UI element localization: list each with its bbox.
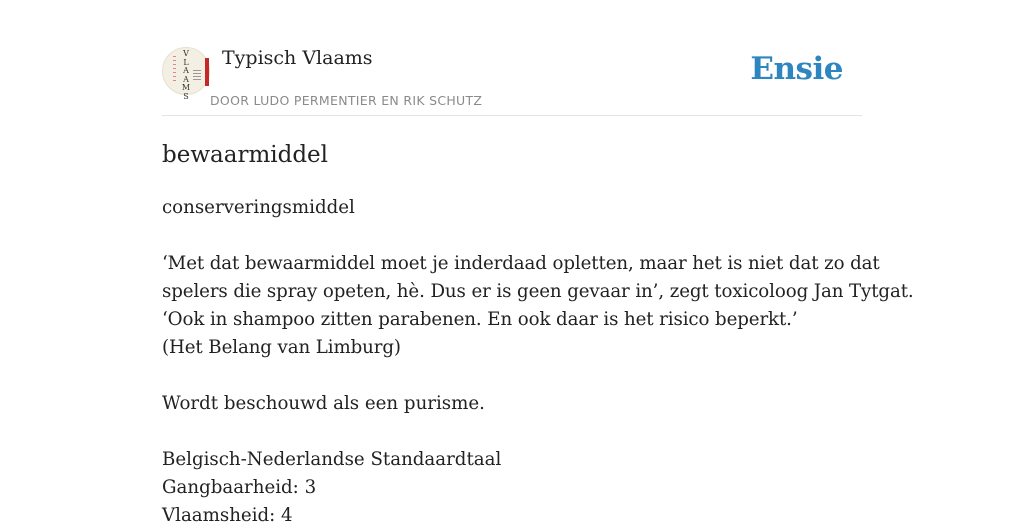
avatar[interactable] <box>162 47 210 101</box>
avatar-logo-text: V L A A M S <box>181 49 191 101</box>
quote-source: (Het Belang van Limburg) <box>162 337 401 358</box>
page-title: bewaarmiddel <box>162 142 329 168</box>
avatar-decoration-text <box>193 70 201 80</box>
language-variety: Belgisch-Nederlandse Standaardtaal <box>162 449 502 470</box>
quote <box>162 250 914 362</box>
metadata <box>162 446 862 530</box>
page <box>162 0 914 530</box>
commonness-rating: Gangbaarheid: 3 <box>162 477 317 498</box>
avatar-red-stripe <box>205 58 209 86</box>
quote-line: spelers die spray opeten, hè. Dus er is geen gevaar in’, zegt toxicoloog Jan Tytgat. <box>162 281 914 302</box>
header <box>162 0 862 116</box>
quote-line: ‘Ook in shampoo zitten parabenen. En ook daar is het risico beperkt.’ <box>162 309 798 330</box>
site-title[interactable]: Typisch Vlaams <box>222 47 373 69</box>
usage-note: Wordt beschouwd als een purisme. <box>162 393 485 414</box>
byline: DOOR LUDO PERMENTIER EN RIK SCHUTZ <box>210 93 483 108</box>
avatar-decoration <box>173 56 176 84</box>
entry-content <box>162 140 914 530</box>
brand-logo[interactable]: Ensie <box>750 51 843 87</box>
flemishness-rating: Vlaamsheid: 4 <box>162 505 293 526</box>
quote-line: ‘Met dat bewaarmiddel moet je inderdaad opletten, maar het is niet dat zo dat <box>162 253 880 274</box>
definition: conserveringsmiddel <box>162 197 355 218</box>
